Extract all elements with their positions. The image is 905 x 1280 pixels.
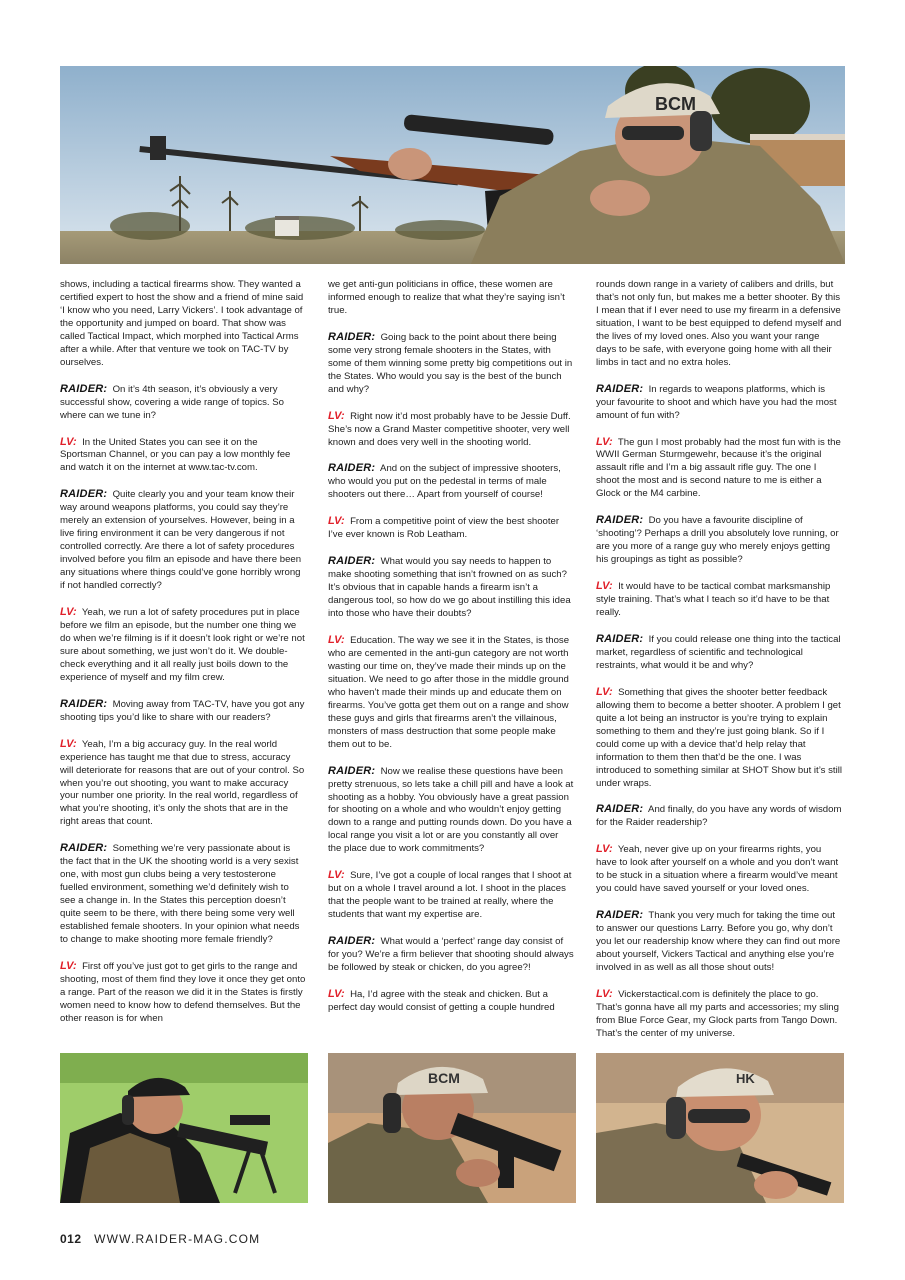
photo-2-illustration [328, 1053, 576, 1203]
paragraph-text: Yeah, I’m a big accuracy guy. In the real world experience has taught me that due to stress, accuracy will deteriorate for reasons that are out of your control. So when you’re out shooting, you want to make accuracy your number one priority. In the real world, regardless of what you’re shooting, it’s only the shots that are in the right areas that count. [60, 738, 305, 828]
speaker-label-lv: LV: [60, 737, 77, 750]
article-paragraph [60, 842, 306, 947]
paragraph-text: shows, including a tactical firearms show. They wanted a certified expert to host the show and a friend of mine said ‘I know who you need, Larry Vickers’. I took advantage of the opportunity and jumped on board. That show was called Tactical Impact, which morphed into Tactical Arms after a while. After that venture we took on TAC-TV by ourselves. [60, 279, 304, 368]
paragraph-text: What would you say needs to happen to make shooting something that isn’t frowned on as such? It’s obvious that in capable hands a firearm isn’t a dangerous tool, so how do we go about instilling this idea into those who have their doubts? [328, 556, 571, 620]
paragraph-text: The gun I most probably had the most fun with is the WWII German Sturmgewehr, because it’s the original assault rifle and I’m a big assault rifle guy. The one I shoot the most and is second nature to me is either a Glock or the M4 carbine. [596, 436, 841, 500]
paragraph-text: And finally, do you have any words of wisdom for the Raider readership? [596, 804, 842, 829]
speaker-label-lv: LV: [596, 843, 613, 856]
paragraph-text: Something we’re very passionate about is the fact that in the UK the shooting world is a very sexist one, with most gun clubs being a very testosterone fuelled environment, something we’d definitely wish to see a change in. In the States this perception doesn’t quite seem to be there, with there being some very well established female shooters. In your opinion what needs to change to make shooting more female friendly? [60, 843, 300, 945]
speaker-label-lv: LV: [60, 435, 77, 448]
photo-shooter-grass [60, 1053, 308, 1203]
article-paragraph [328, 555, 574, 621]
speaker-label-raider: RAIDER: [328, 555, 376, 568]
magazine-url: WWW.RAIDER-MAG.COM [94, 1232, 261, 1246]
paragraph-text: Vickerstactical.com is definitely the place to go. That’s gonna have all my parts and accessories; my sling from Blue Force Gear, my Glock parts from Tango Down. That’s the center of my universe. [596, 988, 839, 1039]
article-paragraph [596, 686, 842, 791]
paragraph-text: Do you have a favourite discipline of ‘shooting’? Perhaps a drill you absolutely love running, or are you more of a range guy who merely enjoys getting his groupings as tight as possible? [596, 515, 839, 566]
paragraph-text: Right now it’d most probably have to be Jessie Duff. She’s now a Grand Master competitive shooter, very well known and does very well in the shooting world. [328, 410, 571, 448]
article-paragraph [596, 988, 842, 1041]
article-paragraph [60, 606, 306, 685]
paragraph-text: Moving away from TAC-TV, have you got any shooting tips you’d like to share with our readers? [60, 698, 305, 723]
speaker-label-lv: LV: [596, 987, 613, 1000]
paragraph-text: rounds down range in a variety of calibers and drills, but that’s not only fun, but makes me a better shooter. By this I mean that if I ever need to use my firearm in a defensive situation, I want to be best equipped to defend myself and the lives of my loved ones. Also you want your range days to be safe, with everyone going home with all their limbs in tact and no extra holes. [596, 279, 842, 368]
article-paragraph [60, 960, 306, 1026]
paragraph-text: Going back to the point about there being some very strong female shooters in the States, with some of them winning some pretty big competitions out in the States. Who would you say is the best of the bunch and why? [328, 331, 573, 395]
photo-shooter-bcm-cap [328, 1053, 576, 1203]
speaker-label-lv: LV: [328, 869, 345, 882]
photo-2-cap-logo: BCM [428, 1070, 460, 1086]
hero-photo-illustration [60, 66, 845, 264]
article-paragraph [328, 279, 574, 318]
article-paragraph [60, 383, 306, 423]
article-paragraph [60, 436, 306, 476]
photo-3-illustration [596, 1053, 844, 1203]
speaker-label-raider: RAIDER: [60, 842, 108, 855]
paragraph-text: From a competitive point of view the best shooter I’ve ever known is Rob Leatham. [328, 516, 560, 541]
paragraph-text: Yeah, we run a lot of safety procedures put in place before we film an episode, but the number one thing we do when we’re filming is if it doesn’t look right or we’re not sure about something, we just won’t do it. We double-check everything and it all really just boils down to the experience of myself and my film crew. [60, 607, 305, 683]
article-paragraph [328, 935, 574, 975]
speaker-label-lv: LV: [328, 409, 345, 422]
speaker-label-raider: RAIDER: [60, 382, 108, 395]
article-paragraph [596, 580, 842, 620]
speaker-label-lv: LV: [328, 987, 345, 1000]
paragraph-text: Yeah, never give up on your firearms rights, you have to look after yourself on a whole and you don’t want to be stuck in a situation where a firearm would’ve meant you could have saved yourself or your loved ones. [596, 844, 839, 895]
article-paragraph [60, 488, 306, 593]
article-paragraph [328, 331, 574, 397]
article-paragraph [60, 738, 306, 830]
speaker-label-raider: RAIDER: [596, 632, 644, 645]
paragraph-text: Sure, I’ve got a couple of local ranges that I shoot at but on a whole I travel around a lot. I shoot in the places that the people want to be trained at really, where the students that want my expertise are. [328, 870, 572, 921]
article-paragraph [596, 633, 842, 673]
paragraph-text: Now we realise these questions have been pretty strenuous, so lets take a chill pill and have a look at shooting as a hobby. You obviously have a great passion for shooting on a whole and who wouldn’t enjoy getting down to a range and putting rounds down. Do you have a local range you visit a lot or are you constantly all over the place due to work commitments? [328, 765, 574, 855]
speaker-label-lv: LV: [328, 634, 345, 647]
article-paragraph [328, 869, 574, 922]
paragraph-text: And on the subject of impressive shooters, who would you put on the pedestal in terms of male shooters out there… Apart from yourself of course! [328, 463, 561, 501]
paragraph-text: First off you’ve just got to get girls to the range and shooting, most of them find they love it once they get onto a range. Part of the reason we did it in the States is firstly women need to know how to defend themselves. But the other reason is for when [60, 960, 306, 1024]
speaker-label-raider: RAIDER: [596, 514, 644, 527]
photo-shooter-hk-cap [596, 1053, 844, 1203]
article-paragraph [596, 436, 842, 502]
photo-3-cap-logo: HK [736, 1071, 755, 1086]
paragraph-text: we get anti-gun politicians in office, these women are informed enough to realize that what they’re saying isn’t true. [328, 279, 565, 316]
article-paragraph [328, 410, 574, 450]
speaker-label-raider: RAIDER: [596, 803, 644, 816]
article-paragraph [60, 698, 306, 725]
article-paragraph [328, 634, 574, 752]
photo-1-illustration [60, 1053, 308, 1203]
speaker-label-lv: LV: [328, 515, 345, 528]
article-paragraph [328, 988, 574, 1015]
article-paragraph [596, 514, 842, 567]
article-paragraph [596, 279, 842, 370]
article-paragraph [328, 462, 574, 502]
speaker-label-raider: RAIDER: [60, 488, 108, 501]
paragraph-text: If you could release one thing into the tactical market, regardless of scientific and technological restraints, what would it be and why? [596, 633, 841, 671]
speaker-label-raider: RAIDER: [328, 462, 376, 475]
paragraph-text: What would a ‘perfect’ range day consist of for you? We’re a firm believer that shooting should always be followed by steak or chicken, do you agree?! [328, 936, 574, 973]
paragraph-text: Ha, I’d agree with the steak and chicken. But a perfect day would consist of getting a couple hundred [328, 988, 555, 1013]
article-paragraph [596, 803, 842, 830]
speaker-label-raider: RAIDER: [596, 909, 644, 922]
page-number: 012 [60, 1232, 82, 1246]
article-paragraph [596, 383, 842, 423]
paragraph-text: Something that gives the shooter better feedback allowing them to become a better shooter. A problem I get quite a lot being an instructor is you’re trying to explain something to them and they’re just going blank. So if I could come up with a device that’d help relay that information to them then that’d be the one. I was introduced to something similar at SHOT Show but it’s still under wraps. [596, 686, 842, 789]
speaker-label-lv: LV: [60, 959, 77, 972]
speaker-label-lv: LV: [596, 685, 613, 698]
speaker-label-raider: RAIDER: [596, 382, 644, 395]
article-paragraph [596, 909, 842, 975]
article-column-2 [328, 279, 574, 1015]
paragraph-text: In regards to weapons platforms, which is your favourite to shoot and which have you had the most amount of fun with? [596, 383, 837, 421]
article-column-1 [60, 279, 306, 1026]
page-footer [60, 1232, 260, 1246]
paragraph-text: It would have to be tactical combat marksmanship style training. That’s what I teach so it’d have to be that really. [596, 581, 831, 619]
speaker-label-raider: RAIDER: [328, 764, 376, 777]
speaker-label-lv: LV: [60, 606, 77, 619]
paragraph-text: Education. The way we see it in the States, is those who are cemented in the anti-gun category are not worth wasting our time on, they’ve made their minds up on the situation. We need to go after those in the middle ground who haven’t made their minds up and educate them on firearms. You’ve gotta get them out on a range and show these guys and girls that firearms aren’t the villainous, monsters of mass destruction that some people make them out to be. [328, 635, 570, 750]
article-paragraph [60, 279, 306, 370]
article-paragraph [596, 843, 842, 896]
speaker-label-lv: LV: [596, 435, 613, 448]
paragraph-text: Thank you very much for taking the time out to answer our questions Larry. Before you go, why don’t you let our readership know where they can find out more about yourself, Vickers Tactical and anything else you’re involved in as well as all those shout outs! [596, 910, 841, 973]
speaker-label-raider: RAIDER: [328, 935, 376, 948]
speaker-label-lv: LV: [596, 580, 613, 593]
article-column-3 [596, 279, 842, 1041]
paragraph-text: Quite clearly you and your team know their way around weapons platforms, you could say they’re merely an extension of yourselves. However, being in a live firing environment it can be very dangerous if not controlled correctly. Are there a lot of safety procedures involved before you film an episode and have there been any situations where things could’ve gone horribly wrong if not handled correctly? [60, 489, 302, 592]
article-paragraph [328, 515, 574, 542]
speaker-label-raider: RAIDER: [328, 330, 376, 343]
hero-cap-logo: BCM [655, 94, 696, 114]
paragraph-text: On it’s 4th season, it’s obviously a very successful show, covering a wide range of topics. So where can we tune in? [60, 383, 284, 421]
hero-photo [60, 66, 845, 264]
speaker-label-raider: RAIDER: [60, 697, 108, 710]
article-paragraph [328, 765, 574, 857]
paragraph-text: In the United States you can see it on the Sportsman Channel, or you can pay a low monthly fee and watch it on the internet at www.tac-tv.com. [60, 436, 291, 474]
